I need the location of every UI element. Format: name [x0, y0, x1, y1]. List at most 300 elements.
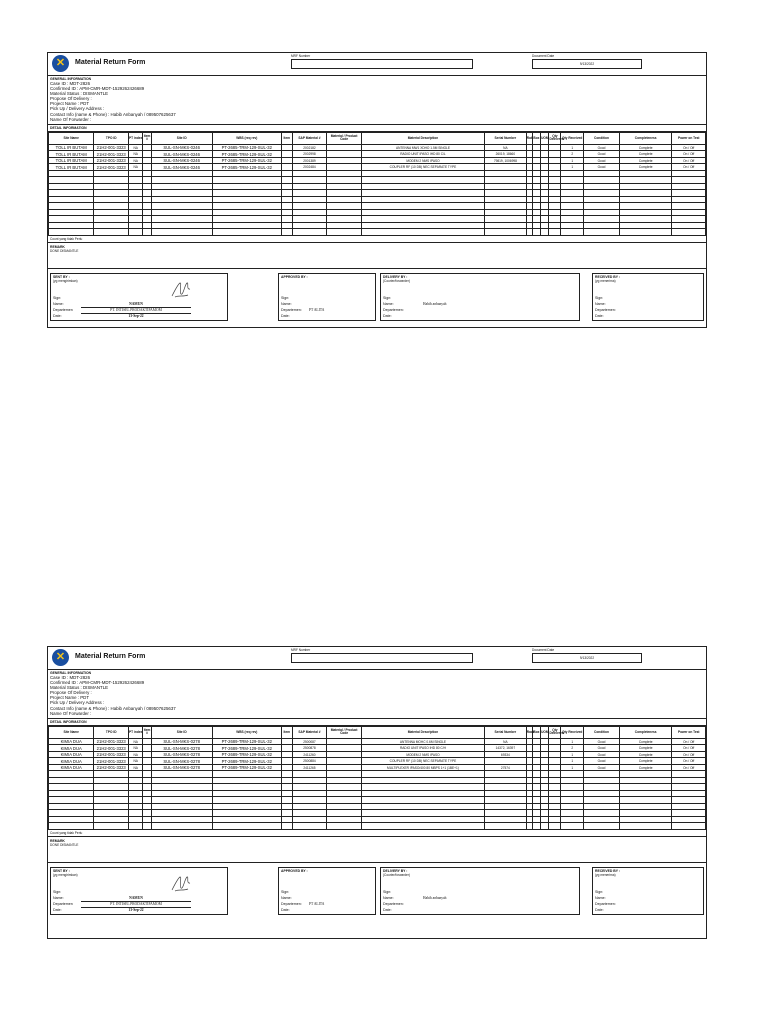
table-cell[interactable]: 21H2-001-3323	[94, 745, 129, 752]
general-info-line: Name Of Forwarder :	[50, 710, 92, 716]
remark-section	[48, 243, 706, 269]
column-header: Site Name	[49, 132, 94, 144]
table-cell[interactable]: PT-2685-TRM-129-SUL-32	[212, 151, 281, 158]
empty-cell[interactable]	[151, 229, 212, 236]
column-header: WBS (req rev)	[212, 132, 281, 144]
empty-cell[interactable]	[541, 229, 549, 236]
table-cell[interactable]: 14372, 16397	[484, 745, 526, 752]
table-cell[interactable]: NA	[129, 751, 143, 758]
field-label: Name:	[595, 301, 606, 306]
empty-cell[interactable]	[281, 823, 292, 830]
empty-cell[interactable]	[143, 823, 151, 830]
table-cell[interactable]: 21H2-001-3323	[94, 758, 129, 765]
empty-cell[interactable]	[151, 823, 212, 830]
empty-cell[interactable]	[129, 229, 143, 236]
table-cell[interactable]: Complete	[619, 764, 672, 771]
delivery-by-heading: DELIVERY BY :	[383, 868, 408, 873]
table-cell[interactable]: 2	[561, 745, 584, 752]
field-label: Date:	[383, 313, 392, 318]
table-cell[interactable]: Good	[584, 745, 620, 752]
received-by-heading: RECEIVED BY :	[595, 274, 620, 279]
empty-cell[interactable]	[212, 229, 281, 236]
field-label: Departemen:	[281, 307, 302, 312]
detail-information-heading: DETAIL INFORMATION	[48, 125, 706, 132]
mrf-number-field[interactable]	[291, 59, 473, 69]
mrf-number-label: MRF Number	[291, 54, 311, 58]
empty-cell[interactable]	[549, 229, 561, 236]
field-label: Departemen:	[383, 901, 404, 906]
field-label: Name:	[595, 895, 606, 900]
column-header: Material Description	[361, 132, 484, 144]
table-cell[interactable]: RADIO UNIT IPASO IHD 80 C/L	[361, 151, 484, 158]
table-cell[interactable]: Complete	[619, 758, 672, 765]
sent-by-heading: SENT BY :	[53, 868, 70, 873]
table-cell[interactable]: MODEM 2 NMS IPASO	[361, 751, 484, 758]
sent-by-fields	[53, 889, 225, 913]
table-cell[interactable]: SUL-SN-MKS-0278	[151, 745, 212, 752]
column-header: Site ID	[151, 132, 212, 144]
table-cell[interactable]: NA	[129, 738, 143, 745]
table-cell[interactable]: RADIO UNIT IPASO IHD 80 C/H	[361, 745, 484, 752]
delivery-by-box	[380, 273, 580, 321]
table-cell[interactable]: 2500884	[292, 758, 327, 765]
detail-information-heading: DETAIL INFORMATION	[48, 719, 706, 726]
empty-cell[interactable]	[361, 229, 484, 236]
form-header	[48, 647, 706, 670]
column-header: Serial Number	[484, 726, 526, 738]
empty-cell[interactable]	[129, 823, 143, 830]
table-cell[interactable]: PT-2685-TRM-129-SUL-32	[212, 164, 281, 171]
table-cell[interactable]: Complete	[619, 164, 672, 171]
field-label: Date:	[281, 313, 290, 318]
table-cell[interactable]: 26019, 18660	[484, 151, 526, 158]
column-header: Item #	[143, 726, 151, 738]
table-cell[interactable]: On / Off	[672, 144, 706, 151]
table-cell[interactable]: TOLL IR BUTAM	[49, 151, 94, 158]
table-cell[interactable]: 2500878	[292, 745, 327, 752]
table-cell[interactable]: 2002484	[292, 164, 327, 171]
table-cell[interactable]: NA	[129, 164, 143, 171]
table-cell[interactable]: NA	[129, 745, 143, 752]
table-cell[interactable]: SUL-SN-MKS-0278	[151, 751, 212, 758]
column-header: Rack	[526, 726, 532, 738]
table-cell[interactable]: Good	[584, 144, 620, 151]
company-logo-icon: ✕	[52, 55, 69, 72]
table-cell[interactable]: 2001389	[292, 157, 327, 164]
column-header: SAP Material #	[292, 726, 327, 738]
table-cell[interactable]: PT-2689-TRM-129-SUL-32	[212, 745, 281, 752]
form-title: Material Return Form	[75, 653, 146, 660]
column-header: UOM	[541, 132, 549, 144]
table-cell[interactable]: MODEM 2 NMS IPASO	[361, 157, 484, 164]
document-date-field[interactable]: 9/13/2022	[532, 59, 642, 69]
table-cell[interactable]: KIMIA DUA	[49, 764, 94, 771]
empty-cell[interactable]	[484, 229, 526, 236]
field-value[interactable]: NAMUN	[81, 895, 191, 902]
field-label: Name:	[383, 301, 394, 306]
table-cell[interactable]: Complete	[619, 157, 672, 164]
empty-cell[interactable]	[532, 823, 540, 830]
general-info-line: Confirmed ID : APM-CMR-MDT-1529262426689	[50, 86, 145, 92]
items-table	[48, 132, 706, 236]
table-cell[interactable]: 21H2-001-3323	[94, 157, 129, 164]
table-cell[interactable]: KIMIA DUA	[49, 751, 94, 758]
general-info-line: Pick Up / Delivery Address :	[50, 106, 105, 112]
table-cell[interactable]: 21H2-001-3323	[94, 764, 129, 771]
general-info-line: Case ID : MDT-2826	[50, 81, 91, 86]
empty-cell[interactable]	[361, 823, 484, 830]
mrf-number-label: MRF Number	[291, 648, 311, 652]
table-cell[interactable]: SUL-SN-MKS-0246	[151, 157, 212, 164]
column-header: Site Name	[49, 726, 94, 738]
empty-cell[interactable]	[49, 229, 94, 236]
field-label: Name:	[53, 895, 64, 900]
signature-section	[48, 863, 706, 917]
column-header: Condition	[584, 132, 620, 144]
items-table	[48, 726, 706, 830]
table-cell[interactable]: On / Off	[672, 164, 706, 171]
field-label: Departemen:	[595, 901, 616, 906]
table-cell[interactable]: 1	[561, 758, 584, 765]
mrf-number-field[interactable]	[291, 653, 473, 663]
table-cell[interactable]: 27574	[484, 764, 526, 771]
field-value[interactable]: PT ALITA	[309, 901, 325, 906]
general-info-line: Name Of Forwarder :	[50, 116, 92, 122]
table-cell[interactable]: On / Off	[672, 751, 706, 758]
table-cell[interactable]: 1	[561, 157, 584, 164]
approved-by-box	[278, 273, 376, 321]
column-header: Completeness	[619, 726, 672, 738]
table-cell[interactable]: SUL-SN-MKS-0246	[151, 164, 212, 171]
table-cell[interactable]: 21H2-001-3323	[94, 151, 129, 158]
field-label: Departemen	[53, 307, 73, 312]
empty-cell[interactable]	[49, 823, 94, 830]
empty-cell[interactable]	[672, 229, 706, 236]
table-cell[interactable]: 2002998	[292, 151, 327, 158]
table-cell[interactable]: NA	[484, 144, 526, 151]
received-date-row	[595, 907, 701, 913]
empty-cell[interactable]	[292, 823, 327, 830]
field-label: Departemen:	[281, 901, 302, 906]
field-value[interactable]: 13-Sep-22	[128, 313, 144, 318]
received-by-fields	[595, 295, 701, 319]
sent-by-subtitle: (yg mengirimkan)	[53, 872, 78, 877]
table-cell[interactable]: Complete	[619, 751, 672, 758]
approved-by-box	[278, 867, 376, 915]
sent-by-heading: SENT BY :	[53, 274, 70, 279]
table-cell[interactable]: NA	[484, 738, 526, 745]
delivery-date-row	[383, 907, 577, 913]
empty-cell[interactable]	[549, 823, 561, 830]
table-note: Count yang tidak Perlu	[48, 236, 706, 243]
approved-by-fields	[281, 295, 373, 319]
empty-cell[interactable]	[327, 823, 362, 830]
table-cell[interactable]: Good	[584, 151, 620, 158]
table-cell[interactable]: SUL-SN-MKS-0278	[151, 738, 212, 745]
empty-cell[interactable]	[672, 823, 706, 830]
received-by-subtitle: (yg menerima)	[595, 278, 616, 283]
column-header: Item #	[143, 132, 151, 144]
table-cell[interactable]: NA	[129, 144, 143, 151]
empty-cell[interactable]	[327, 229, 362, 236]
table-cell[interactable]: PT-2685-TRM-129-SUL-32	[212, 144, 281, 151]
material-return-form-2	[47, 646, 707, 939]
approved-date-row	[281, 313, 373, 319]
column-header: Qty Received	[561, 132, 584, 144]
table-cell[interactable]: PT-2689-TRM-129-SUL-32	[212, 758, 281, 765]
field-label: Name:	[53, 301, 64, 306]
column-header: SAP Material #	[292, 132, 327, 144]
table-cell[interactable]: NA	[129, 151, 143, 158]
field-label: Name:	[281, 301, 292, 306]
column-header: Qty Received	[561, 726, 584, 738]
sent-by-box	[50, 273, 228, 321]
delivery-by-fields	[383, 295, 577, 319]
delivery-by-heading: DELIVERY BY :	[383, 274, 408, 279]
general-info-line: Confirmed ID : APM-CMR-MDT-1529262426689	[50, 680, 145, 686]
approved-by-heading: APPROVED BY :	[281, 274, 308, 279]
table-cell[interactable]: KIMIA DUA	[49, 758, 94, 765]
column-header: Box	[532, 726, 540, 738]
field-label: Sign:	[281, 889, 290, 894]
column-header: TPO ID	[94, 132, 129, 144]
table-cell[interactable]: KIMIA DUA	[49, 738, 94, 745]
approved-date-row	[281, 907, 373, 913]
material-return-form-1	[47, 52, 707, 328]
table-cell[interactable]: PT-2689-TRM-129-SUL-32	[212, 751, 281, 758]
table-cell[interactable]: PT-2689-TRM-129-SUL-32	[212, 764, 281, 771]
column-header: Site ID	[151, 726, 212, 738]
delivery-by-subtitle: (Courier/forwarder)	[383, 872, 410, 877]
table-cell[interactable]: 79819, 1006998	[484, 157, 526, 164]
table-cell[interactable]: On / Off	[672, 764, 706, 771]
table-note: Count yang tidak Perlu	[48, 830, 706, 837]
field-label: Date:	[53, 313, 62, 318]
table-cell[interactable]: On / Off	[672, 738, 706, 745]
empty-cell[interactable]	[484, 823, 526, 830]
field-label: Sign:	[595, 295, 604, 300]
table-cell[interactable]: Good	[584, 751, 620, 758]
approved-by-heading: APPROVED BY :	[281, 868, 308, 873]
table-cell[interactable]: 2411265	[292, 764, 327, 771]
column-header: Material / Product Code	[327, 726, 362, 738]
field-value[interactable]: 13-Sep-22	[128, 907, 144, 912]
empty-cell[interactable]	[292, 229, 327, 236]
column-header: Rak	[526, 132, 532, 144]
empty-cell[interactable]	[561, 823, 584, 830]
field-label: Date:	[281, 907, 290, 912]
field-label: Sign:	[281, 295, 290, 300]
table-cell[interactable]: Complete	[619, 738, 672, 745]
empty-cell[interactable]	[619, 229, 672, 236]
table-cell[interactable]: 1	[561, 164, 584, 171]
empty-cell[interactable]	[584, 823, 620, 830]
general-info-line: Project Name : PDT	[50, 101, 90, 107]
delivery-by-fields	[383, 889, 577, 913]
form-title: Material Return Form	[75, 59, 146, 66]
table-cell[interactable]: Complete	[619, 151, 672, 158]
column-header: Qty Delivered	[549, 726, 561, 738]
table-cell[interactable]: 2500087	[292, 738, 327, 745]
table-cell[interactable]: Good	[584, 164, 620, 171]
remark-heading: REMARK	[50, 838, 65, 843]
table-cell[interactable]: COUPLER RF (10 DB) NEC SEPARATE TYPE	[361, 758, 484, 765]
field-label: Name:	[281, 895, 292, 900]
sent-date-row	[53, 313, 225, 319]
empty-cell[interactable]	[561, 229, 584, 236]
table-cell[interactable]: PT-2685-TRM-129-SUL-32	[212, 157, 281, 164]
remark-heading: REMARK	[50, 244, 65, 249]
column-header: Box	[532, 132, 540, 144]
table-cell[interactable]: COUPLER RF (10 DB) NEC SEPARATE TYPE	[361, 164, 484, 171]
table-cell[interactable]: On / Off	[672, 157, 706, 164]
document-date-field[interactable]: 9/13/2022	[532, 653, 642, 663]
column-header: Material / Product Code	[327, 132, 362, 144]
general-information	[48, 76, 706, 125]
delivery-by-box	[380, 867, 580, 915]
empty-cell[interactable]	[619, 823, 672, 830]
table-cell[interactable]: NA	[129, 764, 143, 771]
general-info-line: Contact Info (name & Phone) : Habib Anbanyah / 089507625637	[50, 705, 176, 711]
sent-date-row	[53, 907, 225, 913]
table-cell[interactable]: Good	[584, 758, 620, 765]
table-cell[interactable]: TOLL IR BUTAM	[49, 144, 94, 151]
received-by-box	[592, 273, 704, 321]
table-cell[interactable]: Good	[584, 764, 620, 771]
table-cell[interactable]: Complete	[619, 144, 672, 151]
received-by-box	[592, 867, 704, 915]
table-cell[interactable]: PT-2689-TRM-129-SUL-32	[212, 738, 281, 745]
table-cell[interactable]: SUL-SN-MKS-0278	[151, 758, 212, 765]
general-information	[48, 670, 706, 719]
general-info-line: Pick Up / Delivery Address :	[50, 700, 105, 706]
document-date-label: Document Date	[532, 648, 555, 652]
column-header: WBS (req rev)	[212, 726, 281, 738]
field-value[interactable]: PT. INTISEL PRODAKTIFAMOM	[81, 901, 191, 908]
remark-value[interactable]: DONE DISMANTLE	[50, 248, 79, 253]
table-cell[interactable]: ANTENNA MOHC 0.6M SINGLE	[361, 738, 484, 745]
column-header: Qty Delivered	[549, 132, 561, 144]
empty-cell[interactable]	[541, 823, 549, 830]
general-info-line: Contact Info (name & Phone) : Habib Anbanyah / 089507625637	[50, 111, 176, 117]
company-logo-icon: ✕	[52, 649, 69, 666]
column-header: UOM	[541, 726, 549, 738]
field-value[interactable]: PT. INTISEL PRODAKTIFAMOM	[81, 307, 191, 314]
table-cell[interactable]: TOLL IR BUTAM	[49, 157, 94, 164]
empty-cell[interactable]	[584, 229, 620, 236]
field-label: Departemen	[53, 901, 73, 906]
column-header: Serial Number	[484, 132, 526, 144]
table-cell[interactable]: 1	[561, 738, 584, 745]
delivery-date-row	[383, 313, 577, 319]
table-cell[interactable]: Good	[584, 738, 620, 745]
table-cell[interactable]: MULTIPLEXER IPASO/400 80 MBPS 1+1 (1BE+1)	[361, 764, 484, 771]
field-value[interactable]: Habib anbanyah	[423, 301, 447, 306]
table-cell[interactable]: Complete	[619, 745, 672, 752]
delivery-by-subtitle: (Courier/forwarder)	[383, 278, 410, 283]
received-date-row	[595, 313, 701, 319]
general-info-line: Case ID : MDT-2826	[50, 675, 91, 680]
field-label: Sign:	[53, 295, 62, 300]
table-cell[interactable]: 21H2-001-3323	[94, 751, 129, 758]
table-cell[interactable]: 2002182	[292, 144, 327, 151]
table-cell[interactable]: 1	[561, 764, 584, 771]
table-cell[interactable]: SUL-SN-MKS-0246	[151, 144, 212, 151]
field-label: Date:	[53, 907, 62, 912]
table-cell[interactable]: On / Off	[672, 745, 706, 752]
field-label: Sign:	[383, 889, 392, 894]
table-cell[interactable]: On / Off	[672, 151, 706, 158]
table-cell[interactable]: 1	[561, 751, 584, 758]
empty-cell[interactable]	[281, 229, 292, 236]
form-header	[48, 53, 706, 76]
sent-by-subtitle: (yg mengirimkan)	[53, 278, 78, 283]
table-cell[interactable]: KIMIA DUA	[49, 745, 94, 752]
empty-cell[interactable]	[143, 229, 151, 236]
table-cell[interactable]: ANTENNA MW1 XDHO 1.5M SINGLE	[361, 144, 484, 151]
general-information-heading: GENERAL INFORMATION	[50, 77, 92, 81]
remark-value[interactable]: DONE DISMANTLE	[50, 842, 79, 847]
table-cell[interactable]: 69334	[484, 751, 526, 758]
field-value[interactable]: Habib anbanyah	[423, 895, 447, 900]
table-cell[interactable]: TOLL IR BUTAM	[49, 164, 94, 171]
table-header-row	[49, 132, 706, 144]
received-by-fields	[595, 889, 701, 913]
signature-section	[48, 269, 706, 323]
document-date-label: Document Date	[532, 54, 555, 58]
column-header: Material Description	[361, 726, 484, 738]
table-cell[interactable]: NA	[129, 157, 143, 164]
received-by-subtitle: (yg menerima)	[595, 872, 616, 877]
table-cell[interactable]: 21H2-001-3323	[94, 738, 129, 745]
empty-cell[interactable]	[94, 229, 129, 236]
general-info-line: Project Name : PDT	[50, 695, 90, 701]
column-header: TPO ID	[94, 726, 129, 738]
approved-by-fields	[281, 889, 373, 913]
received-by-heading: RECEIVED BY :	[595, 868, 620, 873]
field-value[interactable]: NAMUN	[81, 301, 191, 308]
empty-cell[interactable]	[94, 823, 129, 830]
field-value[interactable]: PT ALITA	[309, 307, 325, 312]
empty-table-row	[49, 229, 706, 236]
empty-cell[interactable]	[212, 823, 281, 830]
remark-section	[48, 837, 706, 863]
field-label: Departemen:	[595, 307, 616, 312]
table-cell[interactable]: 2411260	[292, 751, 327, 758]
field-label: Date:	[383, 907, 392, 912]
field-label: Sign:	[595, 889, 604, 894]
table-cell[interactable]: On / Off	[672, 758, 706, 765]
table-cell[interactable]: SUL-SN-MKS-0246	[151, 151, 212, 158]
general-info-line: Propose Of Delivery :	[50, 690, 92, 696]
field-label: Departemen:	[383, 307, 404, 312]
table-cell[interactable]: 21H2-001-3323	[94, 144, 129, 151]
sent-by-box	[50, 867, 228, 915]
field-label: Name:	[383, 895, 394, 900]
empty-table-row	[49, 823, 706, 830]
table-cell[interactable]: 21H2-001-3323	[94, 164, 129, 171]
column-header: Power on Test	[672, 726, 706, 738]
empty-cell[interactable]	[532, 229, 540, 236]
general-info-line: Material Status : DISMANTLE	[50, 685, 109, 691]
field-label: Sign:	[383, 295, 392, 300]
table-cell[interactable]: NA	[129, 758, 143, 765]
table-cell[interactable]: 2	[561, 151, 584, 158]
table-cell[interactable]: 1	[561, 144, 584, 151]
table-cell[interactable]: SUL-SN-MKS-0278	[151, 764, 212, 771]
table-cell[interactable]: Good	[584, 157, 620, 164]
general-info-line: Material Status : DISMANTLE	[50, 91, 109, 97]
